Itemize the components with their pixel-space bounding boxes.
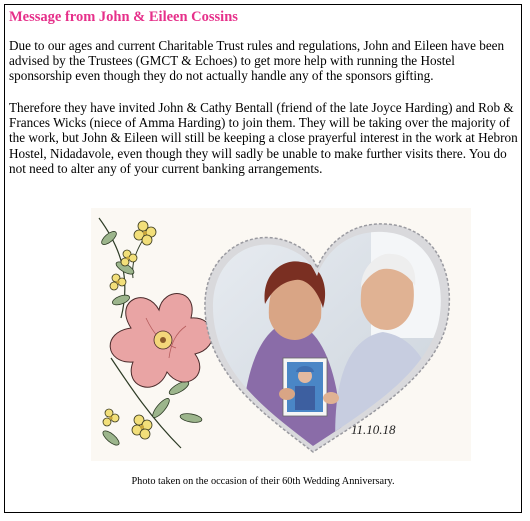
message-heading: Message from John & Eileen Cossins xyxy=(9,9,238,25)
floral-decoration xyxy=(99,218,213,448)
message-paragraph-1: Due to our ages and current Charitable Trust rules and regulations, John and Eileen have been advised by the Trustees (GMCT & Echoes) to get more help with running the Hostel sponsorship even though they do not actually handle any of the sponsors gifting. xyxy=(9,38,505,84)
photo-caption: Photo taken on the occasion of their 60th Wedding Anniversary. xyxy=(131,476,395,487)
handwritten-date: 11.10.18 xyxy=(351,422,396,437)
heart-photo xyxy=(201,218,461,458)
content-frame xyxy=(4,4,522,513)
anniversary-card-illustration xyxy=(91,208,471,461)
anniversary-photo xyxy=(91,208,471,461)
message-paragraph-2: Therefore they have invited John & Cathy Bentall (friend of the late Joyce Harding) and Rob & Frances Wicks (niece of Amma Harding) to join them. They will be taking over the majority of the work, but John & Eileen will still be keeping a close prayerful interest in the work at Hebron Hostel, Nidadavole, even though they will sadly be unable to make further visits there. You do not need to alter any of your current banking arrangements. xyxy=(9,100,518,176)
